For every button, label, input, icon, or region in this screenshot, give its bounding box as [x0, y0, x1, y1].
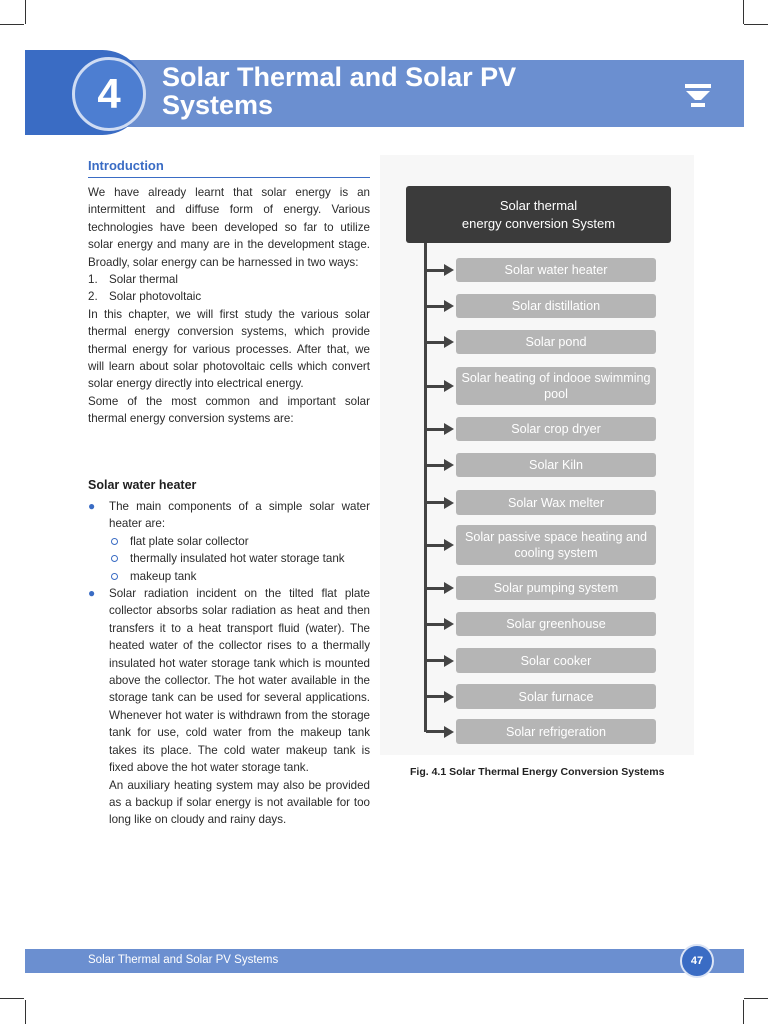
diagram-item-box: Solar Kiln [456, 453, 656, 477]
circle-bullet-icon [111, 555, 118, 562]
crop-mark [743, 1000, 744, 1024]
intro-paragraph: Some of the most common and important solar thermal energy conversion systems are: [88, 394, 370, 426]
introduction-body [88, 184, 370, 428]
page-number: 47 [680, 944, 714, 978]
arrow-right-icon [444, 380, 454, 392]
intro-paragraph: In this chapter, we will first study the various solar thermal energy conversion systems, which provide thermal energy for various processes. After that, we will learn about solar photovoltaic cells which convert solar energy directly into electrical energy. [88, 307, 370, 391]
diagram-root-box [406, 186, 671, 243]
sub-bullet-text: flat plate solar collector [130, 534, 249, 548]
diagram-item-box: Solar crop dryer [456, 417, 656, 441]
list-text: Solar photovoltaic [109, 290, 202, 304]
bullet-text-continued: An auxiliary heating system may also be provided as a backup if solar energy is not available for too long like on cloudy and rainy days. [109, 778, 370, 827]
arrow-right-icon [444, 655, 454, 667]
crop-mark [744, 998, 768, 999]
chapter-number: 4 [72, 57, 146, 131]
bullet-icon: ● [88, 499, 96, 513]
diagram-item-box: Solar pond [456, 330, 656, 354]
crop-mark [743, 0, 744, 24]
circle-bullet-icon [111, 573, 118, 580]
arrow-right-icon [444, 300, 454, 312]
chapter-title: Solar Thermal and Solar PV Systems [162, 62, 517, 120]
crop-mark [0, 24, 24, 25]
diagram-item-box: Solar cooker [456, 648, 656, 673]
arrow-right-icon [444, 618, 454, 630]
bullet-text: Solar radiation incident on the tilted flat plate collector absorbs solar radiation as heat and then transfers it to a heat transport fluid (water). The heated water of the collector rises to a thermally insulated hot water storage tank which is mounted above the collector. The hot water available in the storage tank can be used for several applications. Whenever hot water is withdrawn from the storage tank for use, cold water from the makeup tank takes its place. The cold water makeup tank is fixed above the hot water storage tank. [109, 587, 370, 775]
solar-water-heater-heading: Solar water heater [88, 478, 197, 492]
sub-bullet-item [109, 550, 370, 567]
diagram-root-label: Solar thermal energy conversion System [461, 197, 616, 231]
solar-water-heater-body [88, 498, 370, 829]
intro-list-item [88, 271, 370, 288]
diagram-item-box: Solar pumping system [456, 576, 656, 600]
sub-bullet-item [109, 533, 370, 550]
list-number: 2. [88, 290, 98, 304]
bullet-item [88, 585, 370, 829]
funnel-logo-icon [684, 84, 712, 108]
arrow-right-icon [444, 582, 454, 594]
list-text: Solar thermal [109, 273, 178, 287]
arrow-right-icon [444, 539, 454, 551]
crop-mark [25, 0, 26, 24]
diagram-item-box: Solar distillation [456, 294, 656, 318]
diagram-item-box: Solar greenhouse [456, 612, 656, 636]
diagram-item-box: Solar furnace [456, 684, 656, 709]
diagram-item-box: Solar passive space heating and cooling system [456, 525, 656, 565]
list-number: 1. [88, 273, 98, 287]
diagram-item-box: Solar refrigeration [456, 719, 656, 744]
arrow-right-icon [444, 459, 454, 471]
bullet-text: The main components of a simple solar water heater are: [109, 500, 370, 531]
arrow-right-icon [444, 264, 454, 276]
arrow-right-icon [444, 726, 454, 738]
intro-list-item [88, 288, 370, 305]
sub-bullet-text: thermally insulated hot water storage tank [130, 552, 345, 566]
sub-bullet-item [109, 568, 370, 585]
crop-mark [744, 24, 768, 25]
figure-caption: Fig. 4.1 Solar Thermal Energy Conversion Systems [410, 766, 665, 778]
footer-title: Solar Thermal and Solar PV Systems [88, 954, 279, 966]
intro-paragraph: We have already learnt that solar energy is an intermittent and diffuse form of energy. Various technologies have been developed so far to utilize solar energy and many are in the development stage. Broadly, solar energy can be harnessed in two ways: [88, 186, 370, 269]
crop-mark [0, 998, 24, 999]
arrow-right-icon [444, 336, 454, 348]
introduction-divider [88, 177, 370, 178]
circle-bullet-icon [111, 538, 118, 545]
arrow-right-icon [444, 423, 454, 435]
sub-bullet-text: makeup tank [130, 569, 197, 583]
introduction-heading: Introduction [88, 158, 164, 173]
diagram-item-box: Solar heating of indooe swimming pool [456, 367, 656, 405]
diagram-item-box: Solar Wax melter [456, 490, 656, 515]
diagram-item-box: Solar water heater [456, 258, 656, 282]
arrow-right-icon [444, 691, 454, 703]
bullet-icon: ● [88, 586, 96, 601]
arrow-right-icon [444, 497, 454, 509]
crop-mark [25, 1000, 26, 1024]
bullet-item [88, 498, 370, 585]
